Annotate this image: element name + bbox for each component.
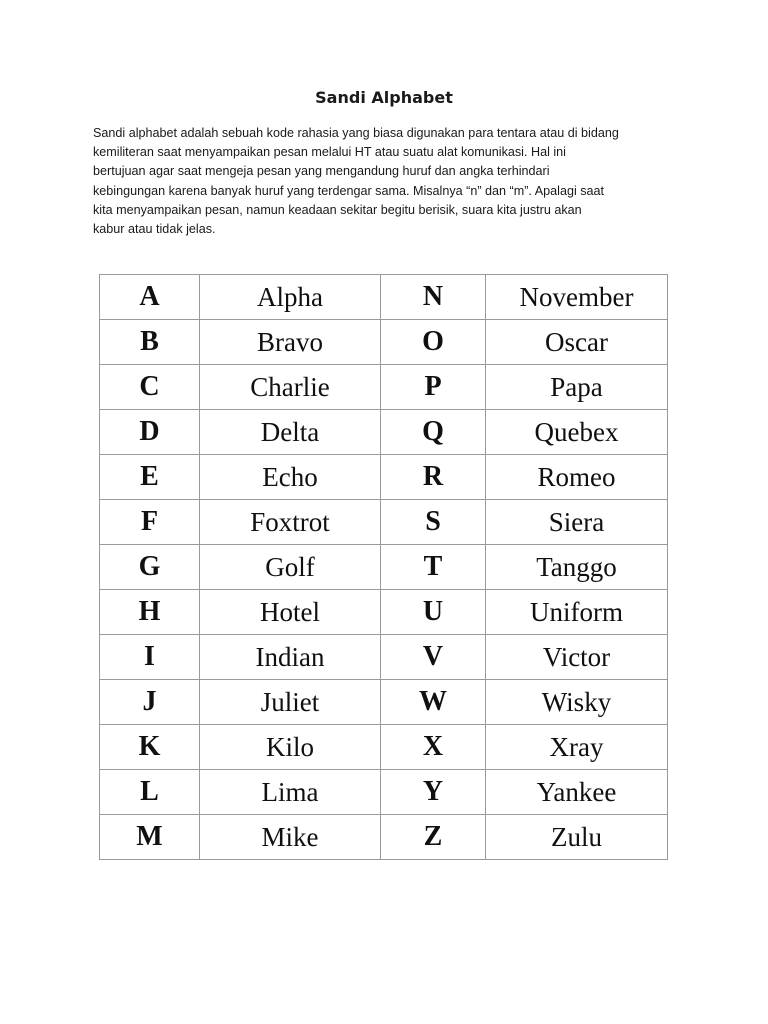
intro-line: kebingungan karena banyak huruf yang terdengar sama. Misalnya “n” dan “m”. Apalagi saat — [93, 183, 605, 198]
letter-cell: I — [100, 635, 200, 680]
letter-cell: P — [381, 365, 486, 410]
word-cell: Alpha — [200, 275, 381, 320]
word-cell: Uniform — [486, 590, 668, 635]
letter-cell: L — [100, 770, 200, 815]
intro-line: Sandi alphabet adalah sebuah kode rahasia yang biasa digunakan para tentara atau di bidang — [93, 126, 619, 140]
page-title: Sandi Alphabet — [315, 88, 453, 107]
letter-cell: O — [381, 320, 486, 365]
table-row — [100, 275, 668, 320]
letter-cell: H — [100, 590, 200, 635]
table-row — [100, 635, 668, 680]
table-row — [100, 545, 668, 590]
table-row — [100, 365, 668, 410]
table-row — [100, 590, 668, 635]
word-cell: Romeo — [486, 455, 668, 500]
word-cell: Zulu — [486, 815, 668, 860]
letter-cell: X — [381, 725, 486, 770]
word-cell: Hotel — [200, 590, 381, 635]
table-row — [100, 815, 668, 860]
letter-cell: G — [100, 545, 200, 590]
letter-cell: F — [100, 500, 200, 545]
table-row — [100, 500, 668, 545]
letter-cell: D — [100, 410, 200, 455]
letter-cell: K — [100, 725, 200, 770]
letter-cell: T — [381, 545, 486, 590]
word-cell: Delta — [200, 410, 381, 455]
alphabet-table-body — [100, 275, 668, 860]
word-cell: Bravo — [200, 320, 381, 365]
letter-cell: U — [381, 590, 486, 635]
table-row — [100, 725, 668, 770]
word-cell: Xray — [486, 725, 668, 770]
word-cell: Charlie — [200, 365, 381, 410]
word-cell: Tanggo — [486, 545, 668, 590]
word-cell: Indian — [200, 635, 381, 680]
letter-cell: C — [100, 365, 200, 410]
letter-cell: Q — [381, 410, 486, 455]
letter-cell: E — [100, 455, 200, 500]
table-row — [100, 770, 668, 815]
letter-cell: J — [100, 680, 200, 725]
letter-cell: S — [381, 500, 486, 545]
alphabet-table — [99, 274, 668, 860]
word-cell: Golf — [200, 545, 381, 590]
letter-cell: M — [100, 815, 200, 860]
word-cell: Papa — [486, 365, 668, 410]
letter-cell: A — [100, 275, 200, 320]
table-row — [100, 320, 668, 365]
intro-line: kita menyampaikan pesan, namun keadaan sekitar begitu berisik, suara kita justru akan — [93, 202, 582, 217]
letter-cell: N — [381, 275, 486, 320]
word-cell: Lima — [200, 770, 381, 815]
table-row — [100, 410, 668, 455]
word-cell: Echo — [200, 455, 381, 500]
letter-cell: Y — [381, 770, 486, 815]
word-cell: Siera — [486, 500, 668, 545]
intro-line: bertujuan agar saat mengeja pesan yang mengandung huruf dan angka terhindari — [93, 164, 550, 179]
intro-line: kemiliteran saat menyampaikan pesan melalui HT atau suatu alat komunikasi. Hal ini — [93, 145, 566, 160]
word-cell: Foxtrot — [200, 500, 381, 545]
letter-cell: W — [381, 680, 486, 725]
word-cell: Yankee — [486, 770, 668, 815]
word-cell: Quebex — [486, 410, 668, 455]
letter-cell: V — [381, 635, 486, 680]
word-cell: Juliet — [200, 680, 381, 725]
word-cell: Mike — [200, 815, 381, 860]
intro-line: kabur atau tidak jelas. — [93, 222, 216, 237]
letter-cell: Z — [381, 815, 486, 860]
letter-cell: B — [100, 320, 200, 365]
word-cell: Oscar — [486, 320, 668, 365]
table-row — [100, 680, 668, 725]
word-cell: November — [486, 275, 668, 320]
table-row — [100, 455, 668, 500]
word-cell: Kilo — [200, 725, 381, 770]
intro-paragraph — [93, 124, 693, 239]
word-cell: Victor — [486, 635, 668, 680]
letter-cell: R — [381, 455, 486, 500]
word-cell: Wisky — [486, 680, 668, 725]
